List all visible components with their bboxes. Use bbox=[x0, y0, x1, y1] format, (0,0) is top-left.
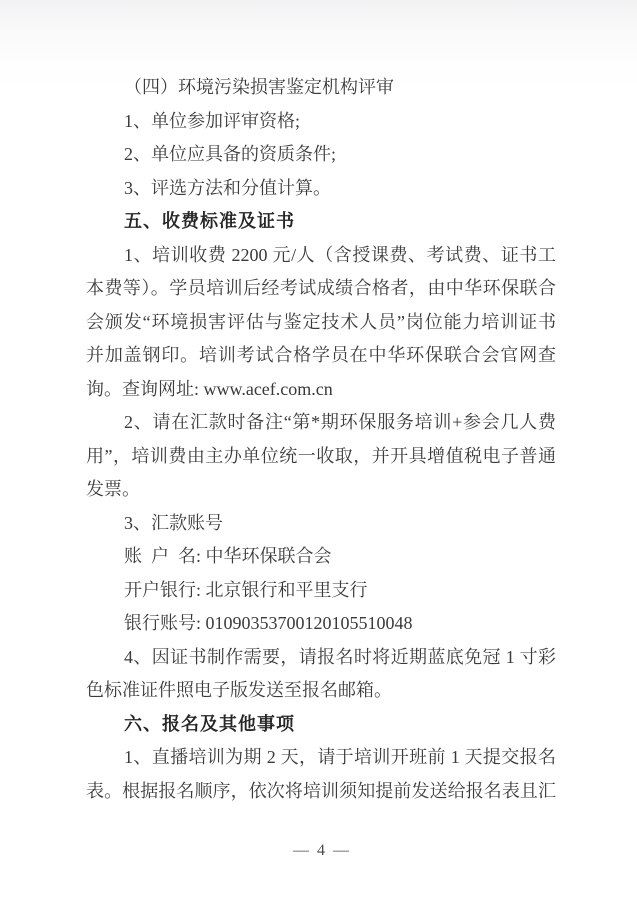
registration-paragraph-line-2: 表。根据报名顺序，依次将培训须知提前发送给报名表且汇 bbox=[86, 780, 556, 801]
review-list-item-2: 2、单位应具备的资质条件; bbox=[124, 144, 336, 164]
document-content bbox=[86, 71, 556, 808]
section-6-heading: 六、报名及其他事项 bbox=[124, 713, 295, 734]
fee-paragraph-line-3: 会颁发“环境损害评估与鉴定技术人员”岗位能力培训证书 bbox=[86, 311, 556, 332]
photo-requirement-line-2: 色标准证件照电子版发送至报名邮箱。 bbox=[86, 680, 392, 700]
registration-paragraph-line-1: 1、直播培训为期 2 天，请于培训开班前 1 天提交报名 bbox=[124, 747, 556, 767]
review-list-item-1: 1、单位参加评审资格; bbox=[124, 110, 301, 131]
query-url-line: 询。查询网址: www.acef.com.cn bbox=[86, 378, 333, 399]
remittance-note-line-2: 用”，培训费由主办单位统一收取，并开具增值税电子普通 bbox=[86, 445, 556, 466]
section-5-heading: 五、收费标准及证书 bbox=[124, 211, 295, 231]
account-name-line: 账 户 名: 中华环保联合会 bbox=[124, 546, 332, 566]
fee-paragraph-line-4: 并加盖钢印。培训考试合格学员在中华环保联合会官网查 bbox=[86, 345, 556, 365]
bank-account-number-line: 银行账号: 01090353700120105510048 bbox=[124, 613, 413, 633]
remittance-account-heading: 3、汇款账号 bbox=[124, 512, 223, 533]
subsection-4-heading: （四）环境污染损害鉴定机构评审 bbox=[124, 77, 394, 97]
fee-paragraph-line-1: 1、培训收费 2200 元/人（含授课费、考试费、证书工 bbox=[124, 244, 556, 265]
review-list-item-3: 3、评选方法和分值计算。 bbox=[124, 177, 331, 198]
photo-requirement-line-1: 4、因证书制作需要，请报名时将近期蓝底免冠 1 寸彩 bbox=[124, 646, 556, 667]
remittance-note-line-1: 2、请在汇款时备注“第*期环保服务培训+参会几人费 bbox=[124, 412, 556, 432]
page-number: — 4 — bbox=[293, 842, 349, 859]
remittance-note-line-3: 发票。 bbox=[86, 479, 140, 499]
fee-paragraph-line-2: 本费等）。学员培训后经考试成绩合格者，由中华环保联合 bbox=[86, 278, 556, 298]
bank-branch-line: 开户银行: 北京银行和平里支行 bbox=[124, 579, 368, 600]
